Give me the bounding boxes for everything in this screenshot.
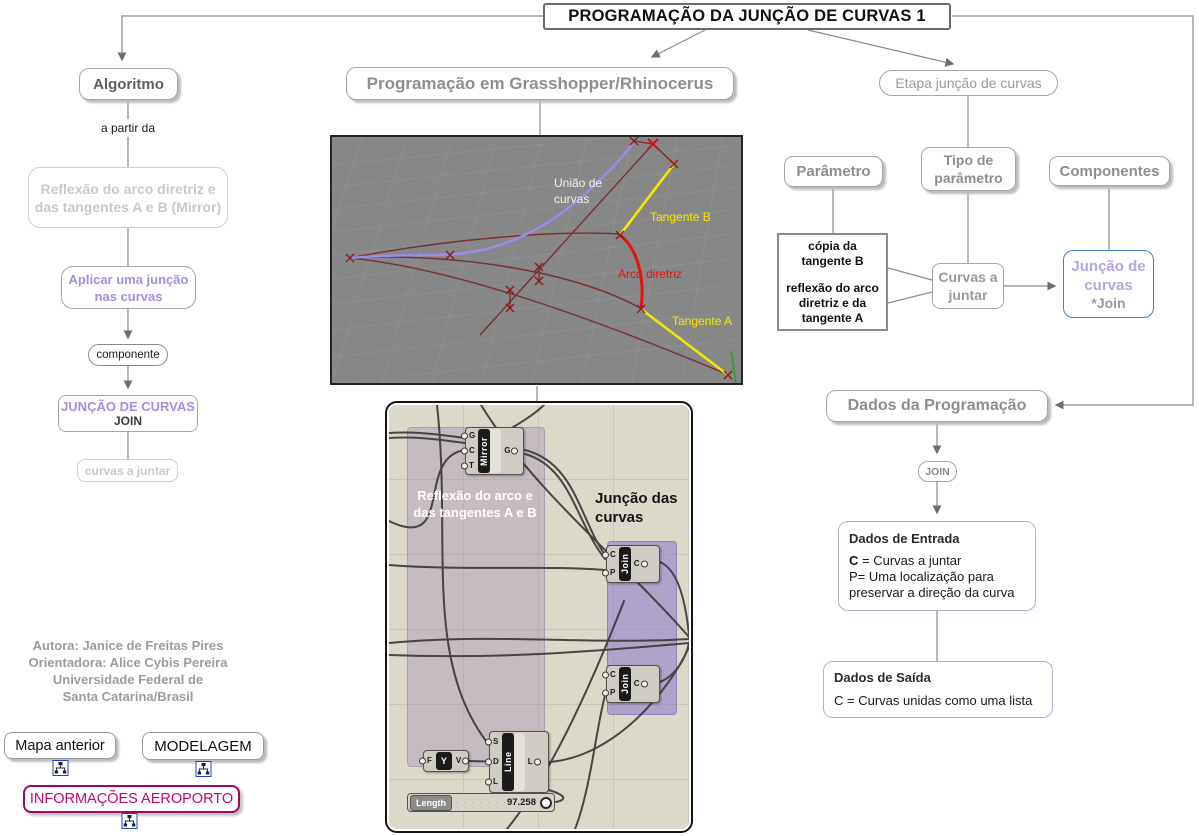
node-tipo-parametro[interactable] <box>921 147 1016 191</box>
join2-in-P: P <box>610 688 616 697</box>
node-componente-label: componente <box>96 349 160 361</box>
node-join-pill[interactable] <box>918 461 957 482</box>
map-title-label: PROGRAMAÇÃO DA JUNÇÃO DE CURVAS 1 <box>568 7 926 25</box>
join-pill-label: JOIN <box>925 465 950 478</box>
join1-in-P: P <box>610 568 616 577</box>
slider-label: Length <box>410 795 452 811</box>
line-body <box>514 733 525 791</box>
slider-value: 97.258 <box>506 797 536 808</box>
saida-line-c: C = Curvas unidas como uma lista <box>834 693 1033 708</box>
button-modelagem[interactable] <box>142 732 264 760</box>
node-curvas-a-juntar-left[interactable] <box>77 459 178 482</box>
node-curvas-a-juntar-right[interactable] <box>932 263 1004 309</box>
node-aplicar-label: Aplicar uma junção nas curvas <box>68 271 189 304</box>
node-reflexao-label: Reflexão do arco diretriz e das tangentes A e B (Mirror) <box>34 180 222 215</box>
label-tangente-b: Tangente B <box>650 210 711 224</box>
a-partir-da-text: a partir da <box>100 121 156 135</box>
slider-knob[interactable] <box>540 797 552 809</box>
mirror-body <box>490 429 501 473</box>
button-informacoes-label: INFORMAÇÕES AEROPORTO <box>29 791 234 807</box>
label-arco-diretriz: Arco diretriz <box>618 267 683 281</box>
saida-title: Dados de Saída <box>834 670 931 685</box>
node-juncao-join[interactable] <box>1063 250 1154 318</box>
join1-out-C: C <box>633 559 640 568</box>
node-curvas-juntar-label: curvas a juntar <box>84 463 171 478</box>
button-modelagem-label: MODELAGEM <box>154 737 252 755</box>
entrada-line-p1: P= Uma localização para <box>849 569 994 584</box>
node-etapa-juncao[interactable] <box>879 70 1058 96</box>
node-parametro[interactable] <box>784 156 883 187</box>
node-programacao-label: Programação em Grasshopper/Rhinocerus <box>366 73 714 93</box>
cmap-node-icon-modelagem[interactable] <box>195 761 212 777</box>
line-in-D: D <box>493 757 499 766</box>
mirror-in-G: G <box>469 430 476 440</box>
gh-line-component[interactable] <box>489 731 549 793</box>
label-tangente-a: Tangente A <box>672 314 733 328</box>
node-juncao-title: JUNÇÃO DE CURVAS <box>61 399 195 414</box>
mirror-out-G: G <box>504 446 511 455</box>
button-mapa-anterior[interactable] <box>4 732 116 759</box>
credit-universidade: Universidade Federal de <box>52 672 204 687</box>
join1-inputs <box>607 546 619 582</box>
rhino-viewport-image[interactable] <box>330 135 743 385</box>
node-tipo-label: Tipo de parâmetro <box>934 152 1003 186</box>
copia-tangente-b-text: cópia da tangente B <box>801 238 864 268</box>
line-in-S: S <box>493 737 499 746</box>
node-programacao-grasshopper[interactable] <box>346 67 734 100</box>
node-componente[interactable] <box>88 344 168 366</box>
gh-group1-text: Reflexão do arco e das tangentes A e B <box>413 488 537 520</box>
node-componentes[interactable] <box>1049 156 1170 186</box>
node-algoritmo-label: Algoritmo <box>93 75 164 93</box>
mirror-inputs <box>466 428 478 474</box>
entrada-title: Dados de Entrada <box>849 531 960 546</box>
join2-inputs <box>607 666 619 702</box>
mirror-in-T: T <box>469 461 474 471</box>
node-copia-reflexao[interactable] <box>777 233 888 331</box>
mirror-label: Mirror <box>478 429 490 473</box>
label-uniao-line1: União de <box>554 176 603 190</box>
grasshopper-canvas <box>389 405 689 829</box>
node-dados-prog-label: Dados da Programação <box>847 397 1027 414</box>
link-label-a-partir-da[interactable] <box>94 119 162 137</box>
button-mapa-anterior-label: Mapa anterior <box>15 737 105 754</box>
yvec-out-V: V <box>455 756 462 765</box>
label-uniao-line2: curvas <box>554 192 590 206</box>
line-label: Line <box>502 733 514 791</box>
entrada-c-bold: C <box>849 553 859 568</box>
join1-outputs <box>631 546 643 582</box>
node-aplicar-juncao[interactable] <box>61 266 196 309</box>
yvec-outputs <box>453 751 464 771</box>
map-title[interactable] <box>543 3 951 30</box>
line-outputs <box>525 732 536 792</box>
join2-out-C: C <box>633 679 640 688</box>
entrada-line-p2: preservar a direção da curva <box>849 585 1015 600</box>
mirror-outputs <box>501 428 513 474</box>
credit-autora: Autora: Janice de Freitas Pires <box>32 638 224 653</box>
construction-curves <box>350 141 729 375</box>
join2-label: Join <box>619 667 631 701</box>
node-juncao-join-sub: *Join <box>1091 295 1126 311</box>
gh-unit-y-component[interactable] <box>423 750 469 772</box>
credit-orientadora: Orientadora: Alice Cybis Pereira <box>28 655 228 670</box>
yvec-in-F: F <box>427 756 432 765</box>
yvec-label: Y <box>436 752 452 770</box>
cmap-node-icon-informacoes[interactable] <box>121 813 138 829</box>
gh-mirror-component[interactable] <box>465 427 524 475</box>
button-informacoes-aeroporto[interactable] <box>23 785 240 813</box>
entrada-c-rest: = Curvas a juntar <box>858 553 962 568</box>
rhino-grid <box>332 137 741 383</box>
join1-label: Join <box>619 547 631 581</box>
node-parametro-label: Parâmetro <box>796 163 871 180</box>
credits <box>8 637 248 705</box>
line-inputs <box>490 732 502 792</box>
join1-in-C: C <box>610 550 616 559</box>
node-dados-entrada[interactable] <box>838 521 1036 611</box>
gh-group2-text: Junção das curvas <box>595 490 678 526</box>
gh-juncao-das-curvas-label <box>595 489 689 527</box>
slider-track[interactable] <box>456 797 552 809</box>
rhino-scene <box>332 137 741 383</box>
node-reflexao-arco[interactable] <box>28 167 228 228</box>
node-algoritmo[interactable] <box>79 68 178 100</box>
node-dados-saida[interactable] <box>823 661 1053 718</box>
node-curvas-juntar-right-label: Curvas a juntar <box>938 269 998 303</box>
join2-outputs <box>631 666 643 702</box>
grasshopper-canvas-image[interactable] <box>385 401 693 833</box>
node-juncao-join-title: Junção de curvas <box>1071 258 1146 294</box>
mirror-in-C: C <box>469 445 475 455</box>
gh-group-reflexao-label <box>413 487 537 521</box>
node-juncao-de-curvas[interactable] <box>58 395 198 432</box>
reflexao-arco-text: reflexão do arco diretriz e da tangente A <box>786 280 879 325</box>
control-point-markers <box>346 137 732 379</box>
line-out-L: L <box>527 757 533 766</box>
yvec-inputs <box>424 751 435 771</box>
cmap-node-icon-mapa[interactable] <box>52 760 69 776</box>
credit-local: Santa Catarina/Brasil <box>62 689 194 704</box>
gh-length-slider[interactable] <box>407 793 555 812</box>
join2-in-C: C <box>610 670 616 679</box>
node-etapa-label: Etapa junção de curvas <box>895 75 1042 91</box>
node-juncao-sub: JOIN <box>113 414 142 428</box>
line-in-L: L <box>493 777 498 786</box>
gh-join-component-2[interactable] <box>606 665 660 703</box>
gh-join-component-1[interactable] <box>606 545 660 583</box>
node-componentes-label: Componentes <box>1059 162 1160 180</box>
node-dados-programacao[interactable] <box>826 390 1048 422</box>
entrada-line-c <box>849 553 961 569</box>
